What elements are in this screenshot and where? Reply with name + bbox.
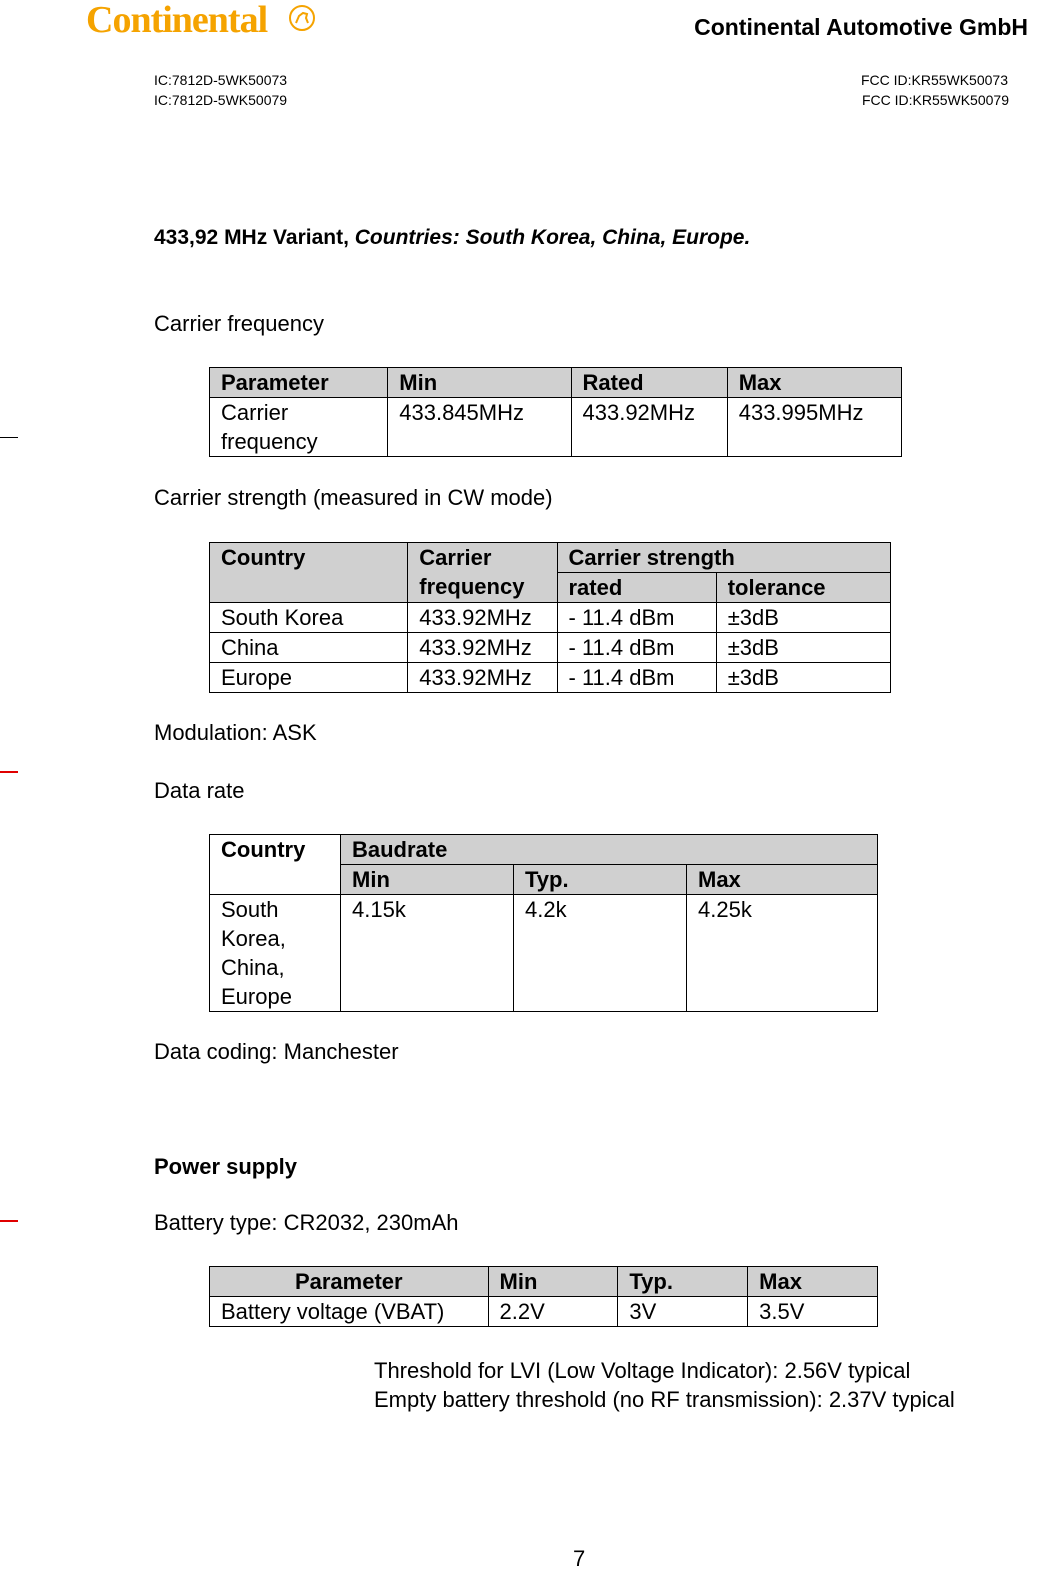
table-header-row <box>210 1267 878 1297</box>
table-cell: ±3dB <box>716 633 890 663</box>
table-cell: 4.15k <box>341 895 514 1012</box>
column-header: Country <box>210 543 408 603</box>
table-cell: 3V <box>618 1297 748 1327</box>
empty-battery-threshold-text: Empty battery threshold (no RF transmission): 2.37V typical <box>374 1387 955 1412</box>
column-header: Max <box>687 865 878 895</box>
carrier-strength-table <box>209 542 891 693</box>
fcc-id-1: FCC ID:KR55WK50073 <box>860 72 1008 88</box>
fcc-id-2: FCC ID:KR55WK50079 <box>861 92 1009 108</box>
column-header: Country <box>210 835 341 895</box>
margin-mark-red <box>0 771 18 773</box>
table-cell: South Korea, China, Europe <box>210 895 341 1012</box>
ic-id-1: IC:7812D-5WK50073 <box>154 72 288 88</box>
table-cell: 433.92MHz <box>571 398 727 457</box>
battery-type-text: Battery type: CR2032, 230mAh <box>154 1210 459 1235</box>
carrier-strength-heading: Carrier strength (measured in CW mode) <box>154 485 553 510</box>
battery-voltage-table <box>209 1266 878 1327</box>
table-header-row <box>210 835 878 865</box>
table-cell: 433.92MHz <box>408 663 557 693</box>
table-cell: - 11.4 dBm <box>557 663 716 693</box>
margin-mark-red <box>0 1220 18 1222</box>
table-row <box>210 1297 878 1327</box>
table-cell: 4.2k <box>514 895 687 1012</box>
column-header: Baudrate <box>341 835 878 865</box>
table-cell: ±3dB <box>716 603 890 633</box>
table-header-row <box>210 368 902 398</box>
column-header: tolerance <box>716 573 890 603</box>
column-header: Min <box>341 865 514 895</box>
ic-id-2: IC:7812D-5WK50079 <box>154 92 288 108</box>
data-rate-table <box>209 834 878 1012</box>
column-header: Parameter <box>210 368 388 398</box>
page-number: 7 <box>573 1546 586 1571</box>
margin-mark-black <box>0 437 18 438</box>
table-cell: 433.92MHz <box>408 603 557 633</box>
continental-logo: Continental <box>86 0 268 41</box>
lvi-threshold-text: Threshold for LVI (Low Voltage Indicator): 2.56V typical <box>374 1358 911 1383</box>
table-cell: Battery voltage (VBAT) <box>210 1297 489 1327</box>
table-cell: China <box>210 633 408 663</box>
column-header: Min <box>488 1267 618 1297</box>
column-header: Typ. <box>618 1267 748 1297</box>
carrier-frequency-heading: Carrier frequency <box>154 311 324 336</box>
table-cell: 433.845MHz <box>388 398 571 457</box>
table-cell: 3.5V <box>748 1297 878 1327</box>
table-header-row <box>210 543 891 573</box>
column-header: Parameter <box>210 1267 489 1297</box>
table-cell: - 11.4 dBm <box>557 633 716 663</box>
table-row <box>210 633 891 663</box>
variant-label: 433,92 MHz Variant, <box>154 226 355 249</box>
table-cell: 2.2V <box>488 1297 618 1327</box>
data-coding-text: Data coding: Manchester <box>154 1039 399 1064</box>
table-cell: Carrier frequency <box>210 398 388 457</box>
carrier-frequency-table <box>209 367 902 457</box>
column-header: Carrier frequency <box>408 543 557 603</box>
column-header: Carrier strength <box>557 543 891 573</box>
table-row <box>210 398 902 457</box>
threshold-notes <box>374 1356 1014 1414</box>
modulation-text: Modulation: ASK <box>154 720 317 745</box>
horse-emblem-icon <box>288 4 316 32</box>
table-cell: 433.92MHz <box>408 633 557 663</box>
column-header: rated <box>557 573 716 603</box>
table-cell: Europe <box>210 663 408 693</box>
section-title <box>154 226 750 250</box>
table-row <box>210 895 878 1012</box>
table-row <box>210 603 891 633</box>
table-cell: 4.25k <box>687 895 878 1012</box>
column-header: Max <box>727 368 901 398</box>
table-cell: - 11.4 dBm <box>557 603 716 633</box>
table-cell: ±3dB <box>716 663 890 693</box>
countries-label: Countries: South Korea, China, Europe. <box>354 226 751 249</box>
column-header: Min <box>388 368 571 398</box>
company-name: Continental Automotive GmbH <box>694 14 1028 40</box>
power-supply-heading: Power supply <box>154 1154 298 1179</box>
table-cell: South Korea <box>210 603 408 633</box>
table-row <box>210 663 891 693</box>
column-header: Rated <box>571 368 727 398</box>
column-header: Max <box>748 1267 878 1297</box>
data-rate-heading: Data rate <box>154 778 245 803</box>
table-cell: 433.995MHz <box>727 398 901 457</box>
column-header: Typ. <box>514 865 687 895</box>
